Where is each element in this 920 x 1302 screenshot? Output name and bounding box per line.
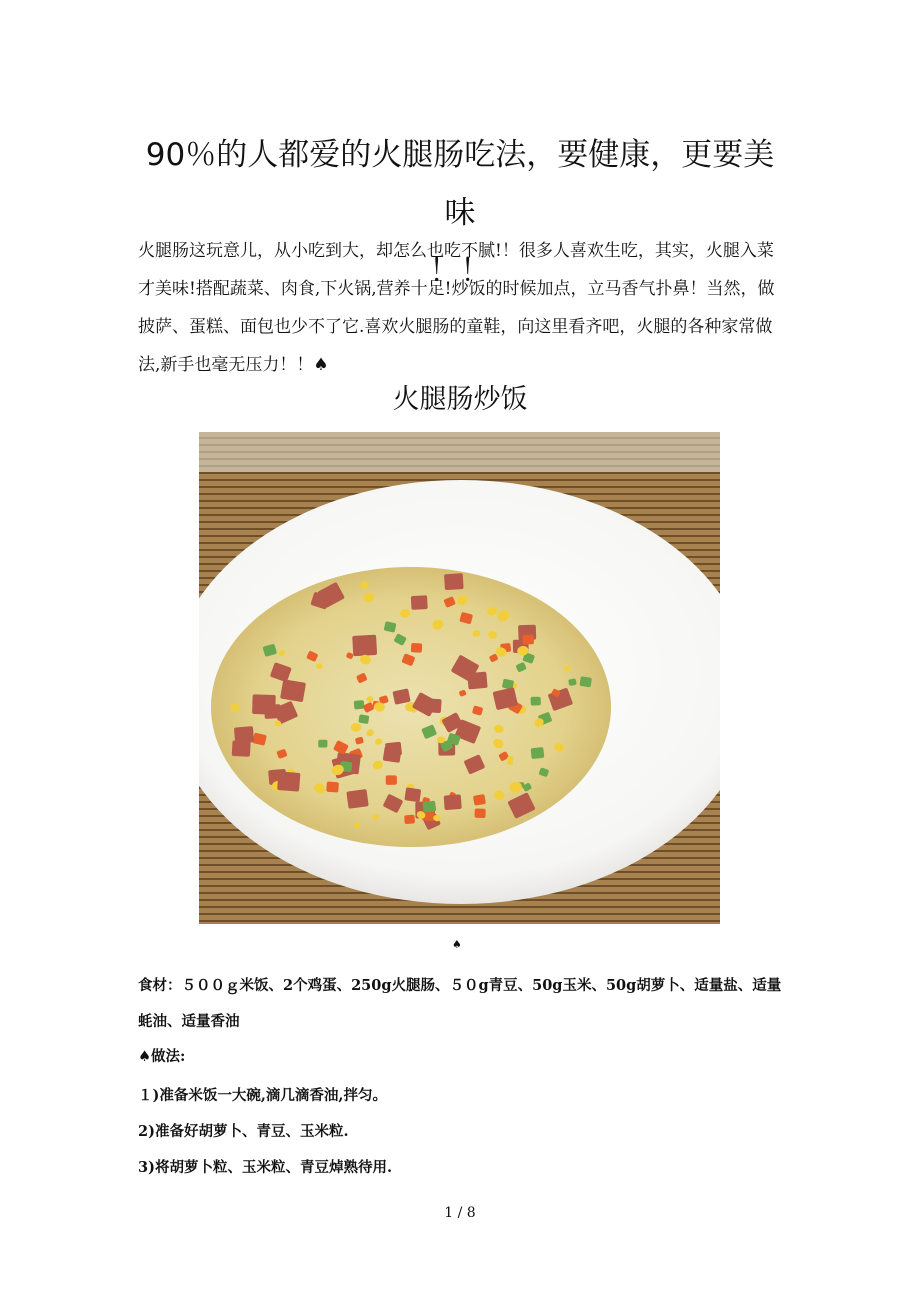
food-piece — [383, 746, 402, 763]
intro-paragraph: 火腿肠这玩意儿，从小吃到大，却怎么也吃不腻!！很多人喜欢生吃，其实，火腿入菜才美味!搭配蔬菜、肉食,下火锅,营养十足!炒饭的时候加点，立马香气扑鼻！当然，做披萨、蛋糕、面包也少不了它.喜欢火腿肠的童鞋，向这里看齐吧，火腿的各种家常做法,新手也毫无压力！！♠ — [138, 241, 775, 375]
food-piece — [444, 794, 462, 810]
food-piece — [354, 700, 365, 710]
food-piece — [531, 747, 545, 759]
food-piece — [404, 787, 421, 802]
food-piece — [444, 573, 464, 590]
food-piece — [411, 595, 428, 610]
recipe-title: 火腿肠炒饭 — [392, 384, 528, 415]
fried-rice-photo — [199, 432, 720, 924]
food-piece — [346, 789, 368, 809]
food-piece — [252, 694, 276, 714]
food-piece — [234, 726, 254, 744]
food-piece — [386, 775, 397, 785]
step-item-1: １)准备米饭一大碗,滴几滴香油,拌匀。 — [138, 1087, 387, 1104]
food-piece — [358, 714, 369, 724]
food-piece — [404, 815, 415, 824]
step-item-2: 2)准备好胡萝卜、青豆、玉米粒. — [138, 1123, 349, 1140]
food-piece — [522, 635, 534, 645]
page-number: 1 / 8 — [444, 1205, 476, 1221]
title-line-2: ！！ — [429, 253, 491, 289]
food-piece — [280, 679, 306, 702]
step-list — [138, 1078, 782, 1186]
food-piece — [373, 814, 380, 820]
food-piece — [277, 771, 300, 791]
food-piece — [411, 643, 422, 653]
title-line-1: 90％的人都爱的火腿肠吃法，要健康，更要美味 — [145, 137, 775, 231]
step-item-3: 3)将胡萝卜粒、玉米粒、青豆焯熟待用. — [138, 1159, 392, 1176]
food-piece — [531, 697, 541, 706]
food-piece — [326, 781, 339, 792]
food-piece — [473, 794, 486, 806]
food-piece — [352, 635, 377, 657]
food-piece — [475, 808, 486, 818]
method-heading: ♠做法: — [138, 1048, 186, 1065]
ingredients-text: 食材：５００ｇ米饭、2个鸡蛋、250g火腿肠、５０g青豆、50g玉米、50g胡萝卜、适量盐、适量蚝油、适量香油 — [138, 977, 782, 1030]
spade-marker: ♠ — [452, 938, 462, 951]
food-piece — [422, 801, 436, 813]
food-piece — [318, 740, 327, 748]
food-piece — [579, 676, 592, 687]
food-piece — [467, 672, 487, 690]
